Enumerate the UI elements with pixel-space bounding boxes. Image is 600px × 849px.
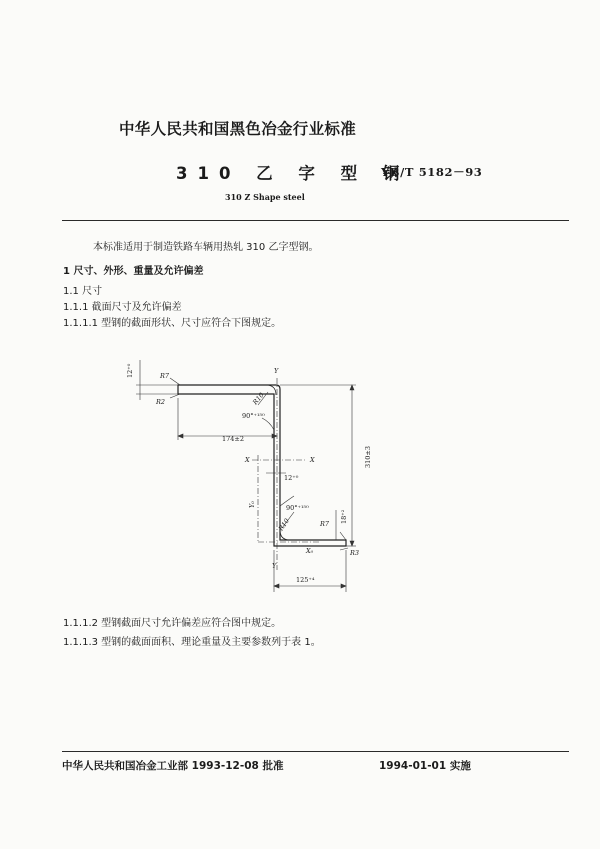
label-y0: Y₀ [248,501,256,508]
dim-height-label: 310±3 [364,446,372,468]
footer-issuer: 中华人民共和国冶金工业部 1993-12-08 批准 [62,760,284,772]
intro-paragraph: 本标准适用于制造铁路车辆用热轧 310 乙字型钢。 [93,242,319,253]
angle-top-label: 90°⁺¹⁵⁰ [242,412,265,420]
header-divider [62,220,569,221]
clause-1-1-1: 1.1.1 截面尺寸及允许偏差 [63,302,182,313]
axis-x-left-label: X [245,456,250,464]
dim-174-label: 174±2 [222,435,244,443]
radius-r7-bottom: R7 [320,520,330,528]
document-title-en: 310 Z Shape steel [225,192,305,202]
clause-1-1-1-3: 1.1.1.3 型钢的截面面积、理论重量及主要参数列于表 1。 [63,637,321,648]
radius-r7-top: R7 [160,372,170,380]
title-row [0,160,600,184]
axis-x-right-label: X [310,456,315,464]
label-x0: X₀ [306,547,314,555]
z-section-drawing [126,360,372,605]
radius-r3-bottom: R3 [350,549,360,557]
dim-18-label: 18⁺² [340,509,348,524]
standard-code: YB/T 5182－93 [381,165,483,179]
dim-125-label: 125⁺⁴ [296,576,315,584]
axis-y-bottom-label: Y [272,562,277,570]
footer-divider [62,751,569,752]
z-section-svg [126,360,372,605]
axis-y-top-label: Y [274,367,279,375]
section-1-heading: 1 尺寸、外形、重量及允许偏差 [63,266,204,277]
document-title-cn: 310 乙 字 型 钢 [176,164,410,183]
radius-r10-top: R10 [251,391,266,407]
angle-bottom-label: 90°⁺¹⁵⁰ [286,504,309,512]
clause-1-1: 1.1 尺寸 [63,286,103,297]
clause-1-1-1-2: 1.1.1.2 型钢截面尺寸允许偏差应符合图中规定。 [63,618,282,629]
standard-organization-heading: 中华人民共和国黑色冶金行业标准 [119,120,357,138]
footer-effective-date: 1994-01-01 实施 [379,760,471,772]
dim-web-12-label: 12⁺⁰ [284,474,299,482]
radius-r10-bottom: R10 [276,516,292,533]
clause-1-1-1-1: 1.1.1.1 型钢的截面形状、尺寸应符合下图规定。 [63,318,282,329]
dim-top-thickness: 12⁺⁰ [126,363,134,378]
radius-r2-top: R2 [156,398,166,406]
